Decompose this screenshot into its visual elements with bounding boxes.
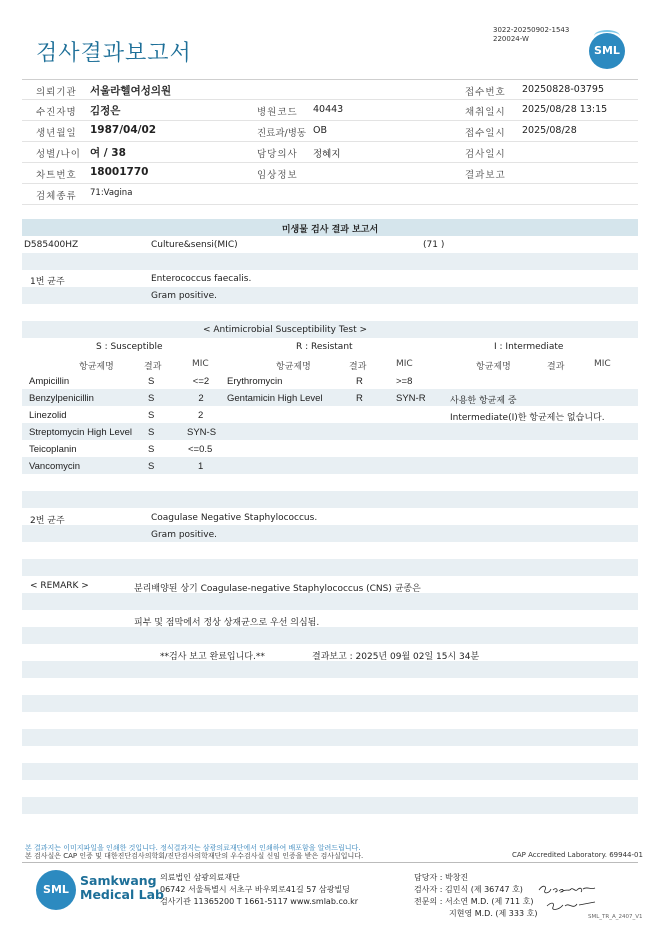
org-name: 의료법인 삼광의료재단: [160, 873, 240, 882]
organism-2-gram: Gram positive.: [151, 530, 217, 540]
row-band: [22, 661, 638, 678]
ast-antibiotic: Gentamicin High Level: [227, 393, 323, 404]
samkwang-brand: [80, 874, 164, 902]
tester-line: 검사자 : 김민식 (제 36747 호): [414, 885, 523, 894]
birth-label: 생년월일: [36, 128, 77, 139]
test-date-label: 검사일시: [465, 149, 506, 160]
receipt-no-label: 접수번호: [465, 87, 506, 98]
organism-1-label: 1번 균주: [30, 277, 65, 287]
chart-no-value: 18001770: [90, 166, 149, 178]
organism-1-name: Enterococcus faecalis.: [151, 274, 252, 284]
test-number: (71 ): [423, 240, 445, 250]
col-header-mic: MIC: [594, 359, 611, 369]
hospital-code-value: 40443: [313, 104, 344, 115]
brand-line2: Medical Lab: [80, 887, 164, 902]
report-title: 미생물 검사 결과 보고서: [281, 225, 379, 235]
row-band: [22, 559, 638, 576]
requesting-org-label: 의뢰기관: [36, 87, 77, 98]
ast-antibiotic: Streptomycin High Level: [29, 427, 132, 438]
ast-result: S: [148, 427, 155, 438]
row-band: [22, 763, 638, 780]
ast-mic: <=0.5: [188, 444, 213, 455]
ast-result: S: [148, 376, 155, 387]
col-header-antibiotic: 항균제명: [79, 362, 114, 372]
row-band: [22, 695, 638, 712]
sml-footer-logo: SML: [36, 870, 76, 910]
ast-result: S: [148, 410, 155, 421]
intermediate-note-line1: 사용한 항균제 중: [450, 396, 517, 406]
col-header-mic: MIC: [396, 359, 413, 369]
ast-antibiotic: Erythromycin: [227, 376, 283, 387]
remark-line1: 분리배양된 상기 Coagulase-negative Staphylococcus (CNS) 균종은: [134, 584, 421, 594]
row-band: [22, 491, 638, 508]
test-code: D585400HZ: [24, 240, 79, 250]
col-header-antibiotic: 항균제명: [276, 362, 311, 372]
specimen-value: 71:Vagina: [90, 188, 133, 198]
dept-label: 진료과/병동: [257, 128, 307, 139]
ast-mic: 1: [198, 461, 204, 472]
ast-antibiotic: Linezolid: [29, 410, 67, 421]
ast-antibiotic: Benzylpenicillin: [29, 393, 94, 404]
info-row-6: [22, 184, 638, 205]
row-band: [22, 627, 638, 644]
report-complete-message: **검사 보고 완료입니다.**: [160, 652, 265, 662]
col-header-result: 결과: [349, 362, 367, 372]
row-band: [22, 525, 638, 542]
cap-accreditation: CAP Accredited Laboratory. 69944-01: [512, 851, 643, 859]
intermediate-note-line2: Intermediate(I)한 항균제는 없습니다.: [450, 413, 605, 423]
org-address-block: [160, 872, 358, 908]
ast-mic: SYN-S: [187, 427, 217, 438]
birth-value: 1987/04/02: [90, 124, 157, 136]
organism-1-gram: Gram positive.: [151, 291, 217, 301]
organism-2-name: Coagulase Negative Staphylococcus.: [151, 513, 318, 523]
patient-name-label: 수진자명: [36, 107, 77, 118]
ast-result: R: [356, 393, 363, 404]
sml-logo: SML: [589, 33, 625, 69]
col-header-result: 결과: [547, 362, 565, 372]
final-report-datetime: 결과보고 : 2025년 09월 02일 15시 34분: [312, 652, 480, 662]
patient-name-value: 김정은: [90, 105, 121, 117]
sex-age-label: 성별/나이: [36, 149, 81, 160]
ast-title: < Antimicrobial Susceptibility Test >: [203, 325, 367, 335]
specimen-label: 검체종류: [36, 191, 77, 202]
org-address: 06742 서울특별시 서초구 바우뫼로41길 57 삼광빌딩: [160, 885, 350, 894]
lab-info: 검사기관 11365200 T 1661-5117 www.smlab.co.kr: [160, 897, 359, 906]
accreditation-notice: 본 검사실은 CAP 인증 및 대한진단검사의학회/진단검사의학재단의 우수검사실 신임 인증을 받은 검사실입니다.: [25, 852, 364, 860]
ast-antibiotic: Ampicillin: [29, 376, 70, 387]
col-header-mic: MIC: [192, 359, 209, 369]
organism-2-label: 2번 균주: [30, 516, 65, 526]
dept-value: OB: [313, 125, 327, 136]
receipt-no-value: 20250828-03795: [522, 84, 605, 95]
clinical-info-label: 임상정보: [257, 170, 298, 181]
form-number: SML_TR_A_2407_V1: [588, 914, 643, 920]
image-print-notice: 본 결과지는 이미지파일을 인쇄한 것입니다. 정식결과지는 삼광의료재단에서 인쇄하여 배포함을 알려드립니다.: [25, 844, 361, 852]
hospital-code-label: 병원코드: [257, 107, 298, 118]
brand-line1: Samkwang: [80, 873, 157, 888]
row-band: [22, 389, 638, 406]
page-title: 검사결과보고서: [36, 41, 192, 66]
specialist-line1: 전문의 : 서소연 M.D. (제 711 호): [414, 897, 534, 906]
specialist-line2: 지현영 M.D. (제 333 호): [449, 909, 538, 918]
result-report-label: 결과보고: [465, 170, 506, 181]
document-id: [493, 26, 569, 44]
ast-result: S: [148, 461, 155, 472]
info-row-2: [22, 100, 638, 121]
row-band: [22, 729, 638, 746]
receipt-date-label: 접수일시: [465, 128, 506, 139]
requesting-org-value: 서울라헬여성의원: [90, 85, 172, 97]
ast-mic: 2: [198, 410, 204, 421]
ast-mic: 2: [198, 393, 204, 404]
ast-mic: >=8: [396, 376, 413, 387]
signers-block: [414, 872, 537, 920]
signature-image: [537, 880, 597, 916]
row-band: [22, 797, 638, 814]
collection-date-value: 2025/08/28 13:15: [522, 104, 608, 115]
chart-no-label: 차트번호: [36, 170, 77, 181]
info-row-5: [22, 163, 638, 184]
ast-mic: <=2: [192, 376, 210, 387]
signature-stroke-1: [539, 886, 595, 893]
legend-resistant: R : Resistant: [296, 342, 353, 352]
ast-mic: SYN-R: [396, 393, 426, 404]
sex-age-value: 여 / 38: [90, 147, 126, 159]
doctor-value: 정혜지: [313, 149, 341, 160]
row-band: [22, 287, 638, 304]
col-header-antibiotic: 항균제명: [476, 362, 511, 372]
document-id-line1: 3022-20250902-1543: [493, 26, 570, 34]
collection-date-label: 채취일시: [465, 107, 506, 118]
legend-intermediate: I : Intermediate: [494, 342, 564, 352]
ast-result: S: [148, 393, 155, 404]
document-id-line2: 220024-W: [493, 35, 529, 43]
row-band: [22, 593, 638, 610]
ast-result: S: [148, 444, 155, 455]
ast-result: R: [356, 376, 363, 387]
manager-line: 담당자 : 박창진: [414, 873, 469, 882]
remark-label: < REMARK >: [30, 581, 89, 591]
col-header-result: 결과: [144, 362, 162, 372]
info-row-4: [22, 142, 638, 163]
footer-divider: [22, 862, 638, 863]
signature-stroke-2: [547, 902, 595, 909]
row-band: [22, 253, 638, 270]
info-row-3: [22, 121, 638, 142]
ast-antibiotic: Vancomycin: [29, 461, 81, 472]
receipt-date-value: 2025/08/28: [522, 125, 577, 136]
ast-antibiotic: Teicoplanin: [29, 444, 77, 455]
doctor-label: 담당의사: [257, 149, 298, 160]
info-row-1: [22, 79, 638, 100]
remark-line2: 피부 및 점막에서 정상 상재균으로 우선 의심됨.: [134, 618, 320, 628]
test-name: Culture&sensi(MIC): [151, 240, 238, 250]
legend-susceptible: S : Susceptible: [96, 342, 163, 352]
row-band: [22, 457, 638, 474]
